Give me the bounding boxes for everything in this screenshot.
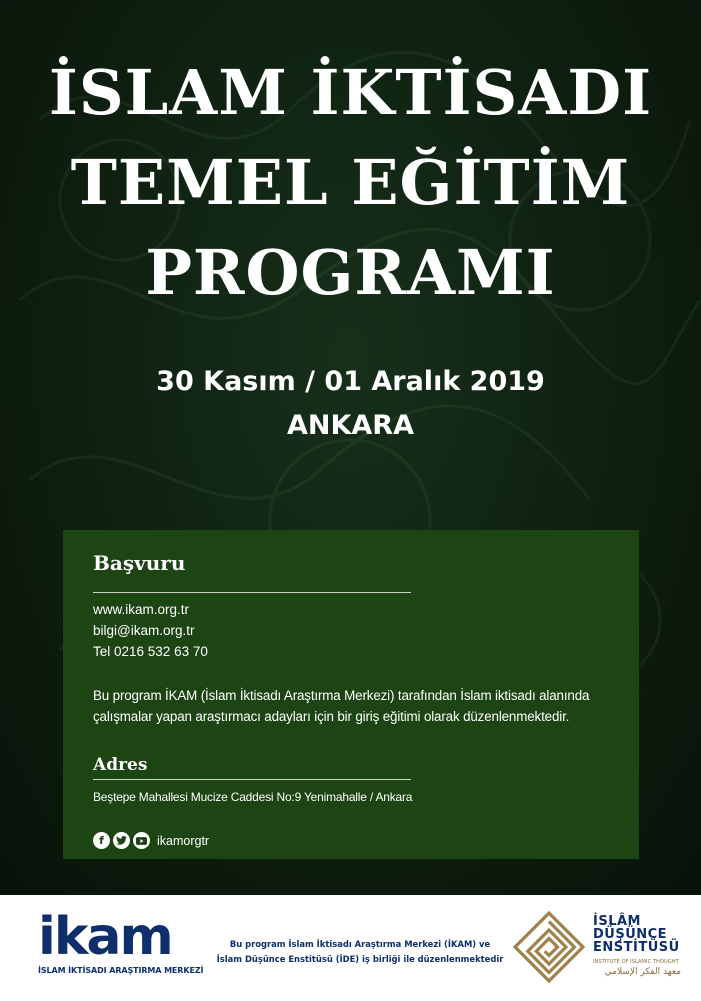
social-handle[interactable]: ikamorgtr	[157, 833, 210, 848]
title-line-1: İSLAM İKTİSADI	[48, 56, 653, 129]
ikam-logo: ikam	[38, 907, 172, 967]
note-line-2: İslam Düşünce Enstitüsü (İDE) iş birliği ile düzenlenmektedir	[216, 954, 504, 964]
email-link[interactable]: bilgi@ikam.org.tr	[93, 623, 195, 638]
ide-name	[593, 915, 680, 954]
apply-heading: Başvuru	[93, 551, 186, 575]
ide-english-name: INSTITUTE OF ISLAMIC THOUGHT	[593, 959, 679, 965]
event-city: ANKARA	[287, 410, 414, 441]
phone-number: Tel 0216 532 63 70	[93, 644, 208, 659]
title-line-2: TEMEL EĞİTİM	[70, 146, 631, 219]
partnership-note	[215, 937, 505, 967]
ide-name-line-1: İSLÂM	[593, 914, 641, 929]
info-box	[63, 530, 639, 859]
social-links	[93, 832, 209, 849]
ikam-subtitle: İSLAM İKTİSADI ARAŞTIRMA MERKEZİ	[38, 966, 204, 975]
twitter-icon[interactable]	[113, 832, 130, 849]
ide-name-line-3: ENSTİTÜSÜ	[593, 940, 680, 955]
website-link[interactable]: www.ikam.org.tr	[93, 602, 190, 617]
divider	[93, 592, 411, 593]
facebook-icon[interactable]: f	[93, 832, 110, 849]
ide-arabic-name: معهد الفكر الإسلامي	[604, 967, 681, 977]
address-text: Beştepe Mahallesi Mucize Caddesi No:9 Yenimahalle / Ankara	[93, 790, 413, 804]
program-description: Bu program İKAM (İslam İktisadı Araştırma Merkezi) tarafından İslam iktisadı alanında çalışmalar yapan araştırmacı adayları için bir giriş eğitimi olarak düzenlenmektedir.	[93, 688, 590, 724]
ide-emblem-icon	[513, 911, 585, 983]
footer	[0, 895, 701, 1001]
event-date: 30 Kasım / 01 Aralık 2019	[156, 366, 545, 397]
youtube-icon[interactable]	[133, 832, 150, 849]
divider	[93, 779, 411, 780]
address-heading: Adres	[93, 755, 148, 775]
note-line-1: Bu program İslam İktisadı Araştırma Merkezi (İKAM) ve	[229, 939, 491, 949]
ide-name-line-2: DÜŞÜNCE	[593, 927, 668, 942]
title-line-3: PROGRAMI	[145, 236, 556, 309]
